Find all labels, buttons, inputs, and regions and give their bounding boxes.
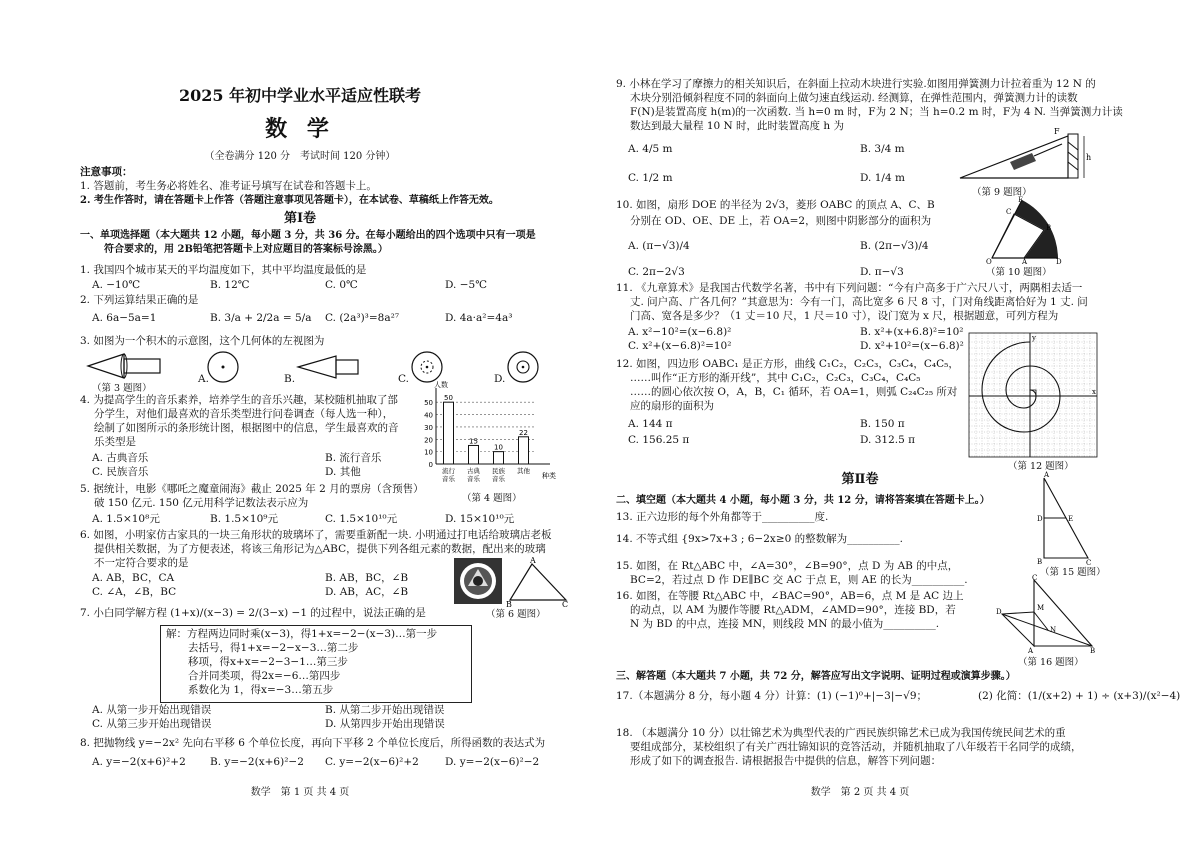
svg-text:N: N [1050,626,1057,634]
question-2: 2. 下列运算结果正确的是 [80,294,199,306]
question-1: 1. 我国四个城市某天的平均温度如下，其中平均温度最低的是 [80,264,367,276]
q12-caption: （第 12 题图） [1008,461,1074,472]
part-2-title: 第Ⅱ卷 [841,472,879,487]
q16-line-2: 的动点，以 AM 为腰作等腰 Rt△ADM，∠AMD=90°，连接 BD，若 [630,604,956,616]
q4-line-4: 乐类型是 [94,436,136,448]
q16-triangle-figure [996,574,1100,654]
q9-incline-figure [954,120,1094,184]
q4-caption: （第 4 题图） [462,493,522,504]
q3-option-a: A. [198,373,209,385]
q3-option-b-figure [296,354,360,380]
q3-option-b: B. [284,373,296,385]
q5-option-a: A. 1.5×10⁸元 [92,513,160,525]
section-1-heading: 一、单项选择题（本大题共 12 小题，每小题 3 分，共 36 分。在每小题给出的四个选项中只有一项是 [80,230,536,241]
note-1: 1. 答题前，考生务必将姓名、准考证号填写在试卷和答题卡上。 [80,180,377,192]
notes-title: 注意事项： [80,166,133,178]
q11-line-1: 11. 《九章算术》是我国古代数学名著，书中有下列问题：“今有户高多于广六尺八寸，两隅相去适一 [616,282,1083,294]
q9-line-2: 木块分别沿倾斜程度不同的斜面向上做匀速直线运动. 经测算，在弹性范围内，弹簧测力计的读数 [630,92,1078,104]
svg-text:C: C [1032,574,1038,582]
q8-option-d: D. y=−2(x−6)²−2 [445,756,540,768]
q9-option-b: B. 3/4 m [860,143,905,155]
q3-option-a-figure [206,350,240,384]
chart-category-label: 古典 [467,467,480,475]
svg-text:C: C [1086,559,1092,566]
q10-option-d: D. π−√3 [860,266,904,278]
chart-data-label: 15 [469,437,478,446]
q3-option-c-figure [410,350,444,384]
q10-caption: （第 10 题图） [986,267,1052,278]
question-17: 17.（本题满分 8 分，每小题 4 分）计算：(1) (−1)⁰+|−3|−√9； [616,690,928,702]
question-14: 14. 不等式组 {9x>7x+3 ; 6−2x≥0 的整数解为__________. [616,533,903,545]
q12-option-a: A. 144 π [628,418,673,430]
q8-option-b: B. y=−2(x+6)²−2 [210,756,304,768]
q9-line-1: 9. 小林在学习了摩擦力的相关知识后，在斜面上拉动木块进行实验.如图用弹簧测力计拉着重为 12 N 的 [616,78,1096,90]
q15-line-2: BC=2，若过点 D 作 DE∥BC 交 AC 于点 E，则 AE 的长为__________. [630,574,968,586]
question-8: 8. 把抛物线 y=−2x² 先向右平移 6 个单位长度，再向下平移 2 个单位长度后，所得函数的表达式为 [80,737,546,749]
page-2-footer: 数学 第 2 页 共 4 页 [810,787,910,798]
chart-y-tick-label: 30 [424,423,433,432]
q5-option-b: B. 1.5×10⁹元 [210,513,278,525]
q5-line-2: 破 150 亿元. 150 亿元用科学记数法表示应为 [94,497,309,509]
q2-option-a: A. 6a−5a=1 [92,312,157,324]
chart-bar [494,452,504,464]
q18-line-1: 18. （本题满分 10 分）以壮锦艺术为典型代表的广西民族织锦艺术已成为我国传统民间艺术的重 [616,727,1066,739]
question-13: 13. 正六边形的每个外角都等于__________度. [616,511,829,523]
svg-text:A: A [1044,471,1050,479]
chart-y-label: 人数 [434,381,448,389]
q11-line-2: 丈. 问户高、广各几何？”其意思为：今有一门，高比宽多 6 尺 8 寸，门对角线距离恰好为 1 丈. 问 [630,296,1088,308]
q5-line-1: 5. 据统计，电影《哪吒之魔童闹海》截止 2025 年 2 月的票房（含预售） [80,483,424,495]
q12-option-d: D. 312.5 π [860,434,916,446]
q6-option-a: A. AB，BC，CA [92,572,175,584]
chart-category-label: 民族 [492,467,505,475]
q7-step-5: 系数化为 1，得x=−3…第五步 [188,684,334,696]
q7-step-1: 解：方程两边同时乘(x−3)，得1+x=−2−(x−3)…第一步 [166,628,438,640]
chart-y-tick-label: 40 [424,411,433,420]
q1-option-b: B. 12℃ [210,279,250,291]
q16-line-3: N 为 BD 的中点，连接 MN，则线段 MN 的最小值为__________. [630,618,940,630]
q2-option-b: B. 3/a + 2/2a = 5/a [210,312,312,324]
section-1-heading-cont: 符合要求的，用 2B铅笔把答题卡上对应题目的答案标号涂黑。） [104,244,388,255]
q7-step-4: 合并同类项，得2x=−6…第四步 [188,670,341,682]
q6-option-d: D. AB，AC，∠B [325,586,409,598]
q11-option-d: D. x²+10²=(x−6.8)² [860,340,964,352]
svg-text:y: y [1032,334,1036,342]
exam-info: （全卷满分 120 分 考试时间 120 分钟） [204,151,396,162]
q9-line-3: F(N)是装置高度 h(m)的一次函数. 当 h=0 m 时，F为 2 N；当 h=0.2 m 时，F为 4 N. 当弹簧测力计读 [630,106,1123,118]
q2-option-d: D. 4a·a²=4a³ [445,312,513,324]
page-1-footer: 数学 第 1 页 共 4 页 [250,787,350,798]
svg-text:B: B [1090,647,1096,654]
svg-text:D: D [1037,515,1043,523]
q3-caption: （第 3 题图） [92,383,152,394]
q4-bar-chart [418,380,568,498]
q7-option-d: D. 从第四步开始出现错误 [325,718,445,730]
q12-line-2: ……叫作“正方形的渐开线”，其中 C₁C₂，C₂C₃，C₃C₄，C₄C₅ [630,372,921,384]
q6-glass-figure [452,556,572,608]
chart-y-tick-label: 50 [424,399,433,408]
q10-option-a: A. (π−√3)/4 [628,240,690,252]
svg-text:F: F [1054,127,1060,136]
q7-step-2: 去括号，得1+x=−2−x−3…第二步 [188,642,359,654]
q4-line-2: 分学生，对他们最喜欢的音乐类型进行问卷调查（每人选一种）， [94,408,394,420]
q10-option-c: C. 2π−2√3 [628,266,685,278]
note-2: 2. 考生作答时，请在答题卡上作答（答题注意事项见答题卡），在本试卷、草稿纸上作答无效。 [80,195,499,206]
q11-option-b: B. x²+(x+6.8)²=10² [860,326,964,338]
svg-text:A: A [530,556,536,565]
q6-option-c: C. ∠A，∠B，BC [92,586,177,598]
chart-data-label: 50 [444,394,453,403]
part-1-title: 第Ⅰ卷 [283,211,317,226]
q9-caption: （第 9 题图） [972,187,1032,198]
q6-line-3: 不一定符合要求的是 [94,557,189,569]
chart-category-label: 音乐 [442,475,455,483]
q8-option-a: A. y=−2(x+6)²+2 [92,756,186,768]
chart-bar [469,445,479,464]
chart-y-tick-label: 10 [424,448,433,457]
q6-line-2: 提供相关数据，为了方便表述，将该三角形记为△ABC，提供下列各组元素的数据，配出来的玻璃 [94,543,546,555]
q12-line-4: 应的扇形的面积为 [630,400,714,412]
svg-text:A: A [1022,258,1028,264]
svg-text:D: D [1056,258,1062,264]
q4-option-b: B. 流行音乐 [325,452,382,464]
q8-option-c: C. y=−2(x−6)²+2 [325,756,419,768]
q9-line-4: 数达到最大量程 10 N 时，此时装置高度 h 为 [630,120,844,132]
svg-text:h: h [1086,153,1092,162]
chart-x-label: 种类 [542,472,556,480]
svg-text:M: M [1037,604,1045,612]
q7-option-a: A. 从第一步开始出现错误 [92,704,212,716]
chart-y-tick-label: 0 [428,461,433,469]
svg-text:B: B [1037,558,1043,566]
svg-text:O: O [986,258,992,264]
svg-text:E: E [1018,196,1024,204]
q10-sector-figure [984,196,1064,264]
question-3: 3. 如图为一个积木的示意图，这个几何体的左视图为 [80,335,325,347]
q12-option-c: C. 156.25 π [628,434,690,446]
svg-text:A: A [1028,647,1034,654]
q15-line-1: 15. 如图，在 Rt△ABC 中，∠A=30°，∠B=90°，点 D 为 AB 的中点， [616,560,959,572]
q4-option-a: A. 古典音乐 [92,452,149,464]
q12-line-3: ……的圆心依次按 O，A，B，C₁ 循环，若 OA=1，则弧 C₂₄C₂₅ 所对 [630,386,958,398]
chart-data-label: 10 [494,443,503,452]
q4-option-c: C. 民族音乐 [92,466,149,478]
chart-category-label: 流行 [442,467,455,475]
q4-line-1: 4. 为提高学生的音乐素养，培养学生的音乐兴趣，某校随机抽取了部 [80,394,398,406]
q11-option-a: A. x²−10²=(x−6.8)² [628,326,732,338]
q5-option-c: C. 1.5×10¹⁰元 [325,513,398,525]
q1-option-c: C. 0℃ [325,279,358,291]
chart-y-tick-label: 20 [424,436,433,445]
svg-text:B: B [1046,224,1052,232]
section-3-heading: 三、解答题（本大题共 7 小题，共 72 分，解答应写出文字说明、证明过程或演算步骤。） [616,671,1016,682]
q1-option-d: D. −5℃ [445,279,487,291]
q7-option-c: C. 从第三步开始出现错误 [92,718,212,730]
chart-data-label: 22 [519,428,528,437]
q1-option-a: A. −10℃ [92,279,141,291]
q9-option-c: C. 1/2 m [628,172,673,184]
q15-triangle-figure [1036,470,1096,566]
svg-text:C: C [1006,208,1012,216]
q10-line-1: 10. 如图，扇形 DOE 的半径为 2√3，菱形 OABC 的顶点 A、C、B [616,199,935,211]
q7-step-3: 移项，得x+x=−2−3−1…第三步 [188,656,348,668]
q7-option-b: B. 从第二步开始出现错误 [325,704,445,716]
q6-line-1: 6. 如图，小明家仿古家具的一块三角形状的玻璃坏了，需要重新配一块. 小明通过打电话给玻璃店老板 [80,529,552,541]
chart-bar [519,437,529,464]
q18-line-3: 形成了如下的调查报告. 请根据报告中提供的信息，解答下列问题： [630,755,942,767]
q16-line-1: 16. 如图，在等腰 Rt△ABC 中，∠BAC=90°，AB=6，点 M 是 AC 边上 [616,590,964,602]
section-2-heading: 二、填空题（本大题共 4 小题，每小题 3 分，共 12 分，请将答案填在答题卡上。） [616,495,990,506]
q11-line-3: 门高、宽各是多少？（1 丈＝10 尺，1 尺＝10 寸），设门宽为 x 尺，根据题意，可列方程为 [630,310,1059,322]
q10-option-b: B. (2π−√3)/4 [860,240,929,252]
q4-line-3: 绘制了如图所示的条形统计图，根据图中的信息，学生最喜欢的音 [94,422,399,434]
q16-caption: （第 16 题图） [1018,657,1084,668]
subject-title: 数 学 [265,116,335,142]
q5-option-d: D. 15×10¹⁰元 [445,513,515,525]
q10-line-2: 分别在 OD、OE、DE 上，若 OA=2，则图中阴影部分的面积为 [630,215,932,227]
q12-line-1: 12. 如图，四边形 OABC₁ 是正方形，曲线 C₁C₂，C₂C₃，C₃C₄，C₄C₅， [616,358,959,370]
q11-option-c: C. x²+(x−6.8)²=10² [628,340,732,352]
q3-option-d-figure [506,350,540,384]
chart-category-label: 其他 [517,467,530,475]
chart-category-label: 音乐 [467,475,480,483]
svg-text:B: B [506,600,512,608]
q3-block-figure [84,350,164,382]
q4-option-d: D. 其他 [325,466,361,478]
q6-option-b: B. AB，BC，∠B [325,572,409,584]
svg-text:x: x [1092,388,1096,396]
q12-option-b: B. 150 π [860,418,905,430]
q12-involute-figure [968,332,1098,458]
q15-caption: （第 15 题图） [1040,567,1106,578]
svg-text:D: D [996,608,1002,616]
question-17-part-2: (2) 化简：(1/(x+2) + 1) ÷ (x+3)/(x²−4) [978,690,1181,702]
q3-option-c: C. [398,373,409,385]
chart-category-label: 音乐 [492,475,505,483]
q2-option-c: C. (2a³)³=8a²⁷ [325,312,400,324]
q18-line-2: 要组成部分，某校组织了有关广西壮锦知识的竞答活动，并随机抽取了八年级若干名同学的成绩， [630,741,1082,753]
svg-text:E: E [1068,515,1074,523]
q9-option-d: D. 1/4 m [860,172,905,184]
right-page [600,0,1200,848]
q9-option-a: A. 4/5 m [628,143,673,155]
q3-option-d: D. [494,373,506,385]
q6-caption: （第 6 题图） [486,609,546,620]
question-7: 7. 小白同学解方程 (1+x)/(x−3) = 2/(3−x) −1 的过程中，说法正确的是 [80,607,426,619]
exam-title: 2025 年初中学业水平适应性联考 [178,86,422,105]
chart-bar [444,402,454,464]
svg-text:C: C [562,600,569,608]
